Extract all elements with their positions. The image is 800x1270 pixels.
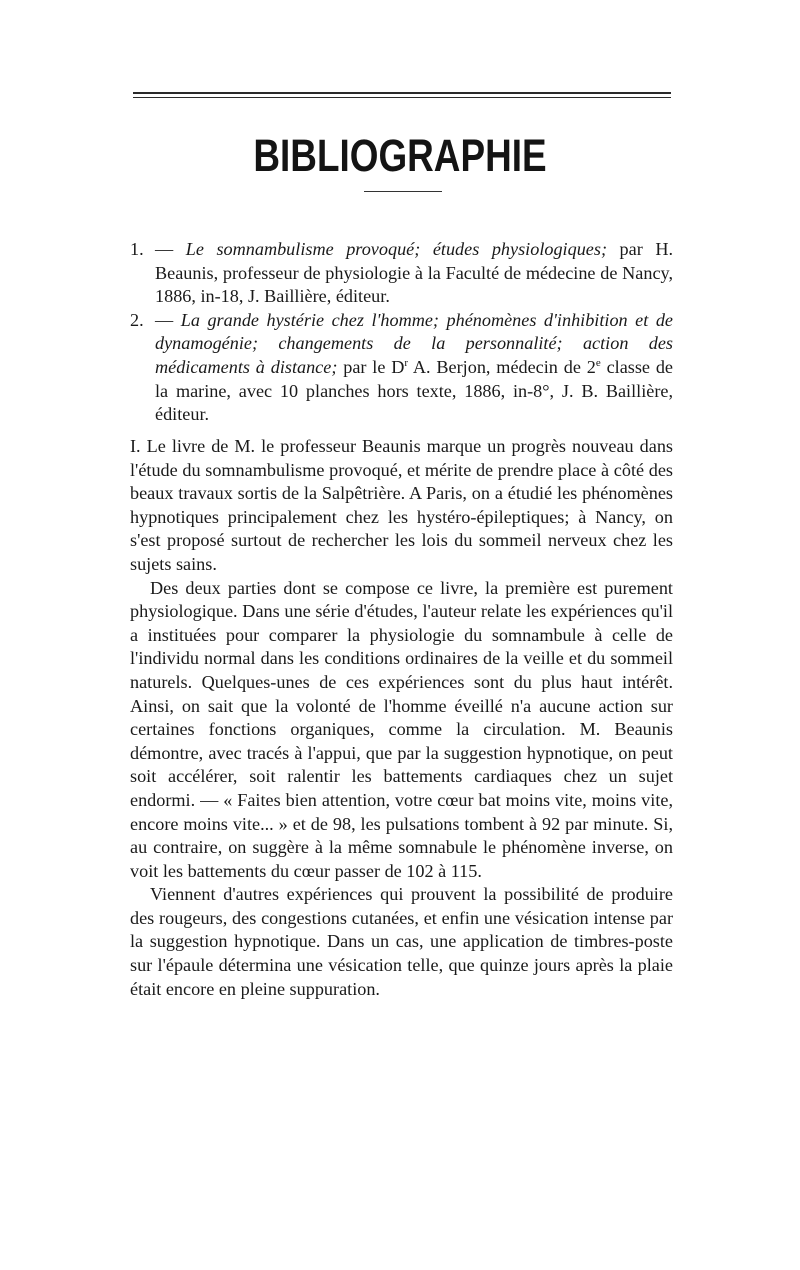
reference-number: 1. (130, 239, 144, 259)
reference-class-sup: e (595, 356, 601, 369)
reference-item (130, 309, 673, 427)
reference-author: A. Berjon, médecin de 2 (408, 356, 596, 377)
paragraph: I. Le livre de M. le professeur Beaunis marque un progrès nouveau dans l'étude du somnambulisme provoqué, et mérite de prendre place à côté des beaux travaux sortis de la Salpêtrière. A Paris, on a étudié les phénomènes hypnotiques principalement chez les hystéro-épileptiques; à Nancy, on s'est proposé surtout de rechercher les lois du sommeil nerveux chez les sujets sains. (130, 436, 673, 574)
reference-author-prefix: par le D (337, 356, 405, 377)
reference-number: 2. (130, 309, 144, 330)
reference-title: Le somnambulisme provoqué; études physiologiques; (185, 239, 608, 259)
paragraph: Des deux parties dont se compose ce livre, la première est purement physiologique. Dans une série d'études, l'auteur relate les expériences qu'il a instituées pour comparer la physiologie du somnambule à celle de l'individu normal dans les conditions ordinaires de la veille et du sommeil naturels. Quelques-unes de ces expériences sont du plus haut intérêt. Ainsi, on sait que la volonté de l'homme éveillé n'a aucune action sur certaines fonctions organiques, comme la circulation. M. Beaunis démontre, avec tracés à l'appui, que par la suggestion hypnotique, on peut soit accélérer, soit ralentir les battements cardiaques chez un sujet endormi. — « Faites bien attention, votre cœur bat moins vite, moins vite, encore moins vite... » et de 98, les pulsations tombent à 92 par minute. Si, au contraire, on suggère à la même somnabule le phénomène inverse, on voit les battements du cœur passer de 102 à 115. (130, 577, 673, 881)
reference-title: La grande hystérie chez l'homme; phénomènes d'inhibition et de dynamogénie; changements de la personnalité; action des médicaments à distance; (155, 309, 674, 377)
reference-item (130, 238, 673, 309)
reference-details: classe de la marine, avec 10 planches hors texte, 1886, in-8°, J. B. Baillière, éditeur. (155, 356, 674, 425)
page-title: BIBLIOGRAPHIE (253, 130, 547, 181)
reference-dash: — (155, 239, 174, 259)
reference-dash: — (155, 309, 174, 330)
header-rule-top (133, 92, 671, 94)
title-underline (364, 191, 442, 192)
paragraph: Viennent d'autres expériences qui prouvent la possibilité de produire des rougeurs, des congestions cutanées, et enfin une vésication intense par la suggestion hypnotique. Dans un cas, une application de timbres-poste sur l'épaule détermina une vésication telle, que quinze jours après la plaie était encore en pleine suppuration. (130, 884, 673, 999)
reference-list (130, 238, 673, 427)
reference-author-sup: r (404, 356, 409, 369)
reference-details: par H. Beaunis, professeur de physiologie à la Faculté de médecine de Nancy, 1886, in-18, J. Baillière, éditeur. (155, 239, 674, 307)
review-body (130, 435, 673, 1001)
header-rule-bottom (133, 97, 671, 98)
